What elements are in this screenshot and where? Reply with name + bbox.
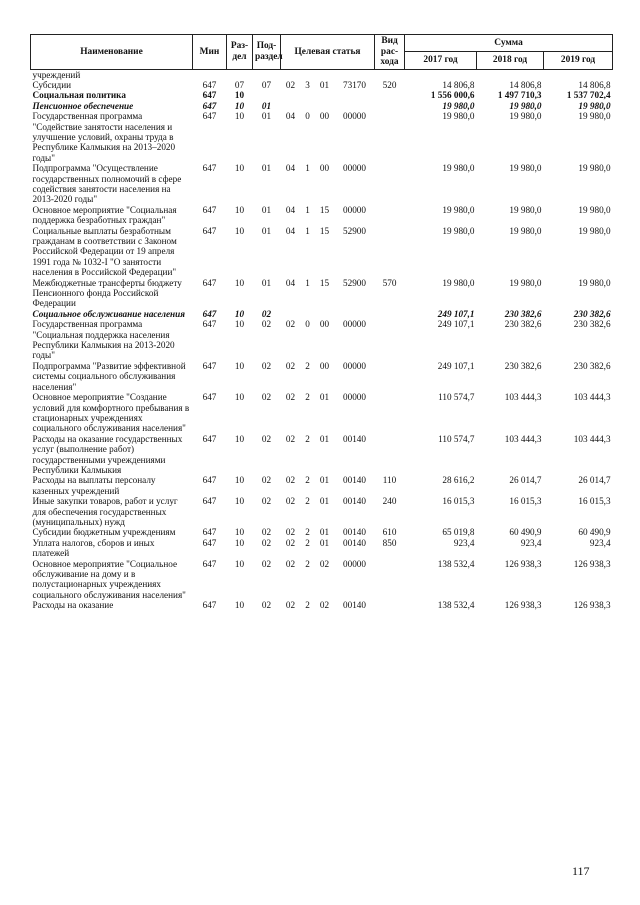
row-target-event (315, 69, 335, 80)
row-min: 647 (202, 79, 217, 90)
row-min: 647 (202, 600, 217, 611)
row-name: Основное мероприятие "Социальная поддержка безработных граждан" (32, 204, 177, 226)
header-target-article: Целевая статья (281, 35, 375, 70)
row-target-subprogram: 2 (305, 475, 310, 486)
row-sum-2017: 28 616,2 (442, 475, 475, 486)
row-target-direction: 00000 (343, 558, 366, 569)
row-razdel: 10 (234, 111, 245, 122)
row-sum-2018: 14 806,8 (509, 79, 542, 90)
table-row (31, 69, 613, 80)
row-min: 647 (202, 277, 217, 288)
row-target-program: 02 (285, 475, 296, 486)
table-row (31, 361, 613, 392)
row-target-subprogram: 0 (305, 111, 310, 122)
row-sum-2017: 19 980,0 (442, 100, 475, 111)
header-year-2018: 2018 год (477, 52, 544, 69)
row-sum-2017: 19 980,0 (442, 204, 475, 215)
row-sum-2018: 103 444,3 (504, 433, 542, 444)
row-target-direction: 00140 (343, 475, 366, 486)
table-row (31, 496, 613, 527)
row-target-program (281, 101, 301, 111)
row-sum-2017: 110 574,7 (438, 392, 475, 403)
row-sum-2018: 19 980,0 (509, 204, 542, 215)
row-expense-type (375, 226, 405, 278)
row-razdel: 10 (234, 308, 245, 319)
row-target-event: 15 (319, 204, 330, 215)
row-target-program: 02 (285, 360, 296, 371)
row-name: Социальное обслуживание населения (32, 308, 185, 319)
row-sum-2017: 138 532,4 (437, 600, 475, 611)
row-target-event: 01 (319, 475, 330, 486)
row-expense-type (375, 600, 405, 610)
row-name: Основное мероприятие "Создание условий для комфортного пребывания в стационарных учреждениях социального обслуживания населения" (32, 392, 190, 434)
row-target-subprogram: 2 (305, 537, 310, 548)
row-name: Социальные выплаты безработным гражданам в соответствии с Законом Российской Федерации от 19 апреля 1991 года № 1032-I "О занятости населения в Российской Федерации" (32, 225, 177, 278)
row-sum-2019: 19 980,0 (578, 225, 611, 236)
table-row (31, 434, 613, 476)
row-sum-2017: 138 532,4 (437, 558, 475, 569)
row-sum-2019 (544, 69, 613, 80)
row-target-direction: 00000 (343, 111, 366, 122)
row-target-event: 00 (319, 319, 330, 330)
row-min: 647 (202, 558, 217, 569)
row-name: Расходы на оказание государственных услуг (выполнение работ) государственными учреждениями Республики Калмыкия (32, 433, 183, 475)
row-name: Пенсионное обеспечение (32, 100, 134, 111)
row-podrazdel: 01 (261, 163, 272, 174)
row-expense-type (375, 309, 405, 319)
row-podrazdel: 01 (261, 111, 272, 122)
row-sum-2017: 923,4 (453, 537, 475, 548)
row-sum-2018: 16 015,3 (509, 496, 542, 507)
row-target-event: 15 (319, 277, 330, 288)
row-sum-2018: 230 382,6 (504, 319, 542, 330)
row-podrazdel: 02 (261, 360, 272, 371)
row-target-event: 00 (319, 163, 330, 174)
row-name: Социальная политика (32, 90, 126, 101)
row-target-subprogram: 2 (305, 558, 310, 569)
row-target-direction (335, 101, 375, 111)
row-target-subprogram: 1 (305, 277, 310, 288)
row-expense-type: 570 (382, 277, 397, 288)
row-target-direction: 00140 (343, 433, 366, 444)
table-row (31, 111, 613, 163)
row-target-program: 04 (285, 163, 296, 174)
row-sum-2017: 19 980,0 (442, 225, 475, 236)
row-sum-2018: 19 980,0 (509, 111, 542, 122)
row-sum-2019: 923,4 (589, 537, 611, 548)
row-podrazdel: 01 (261, 225, 272, 236)
row-target-direction: 00000 (343, 360, 366, 371)
row-sum-2017: 249 107,1 (437, 319, 475, 330)
row-razdel: 07 (234, 79, 245, 90)
row-name: Межбюджетные трансферты бюджету Пенсионного фонда Российской Федерации (32, 277, 182, 309)
row-sum-2019: 103 444,3 (573, 392, 611, 403)
row-sum-2017: 19 980,0 (442, 277, 475, 288)
row-podrazdel: 01 (261, 204, 272, 215)
row-razdel: 10 (234, 360, 245, 371)
row-podrazdel: 02 (261, 433, 272, 444)
table-header (31, 35, 613, 70)
row-name: Субсидии бюджетным учреждениям (32, 527, 176, 538)
row-min: 647 (202, 225, 217, 236)
table-row (31, 538, 613, 559)
row-min: 647 (202, 204, 217, 215)
row-target-program: 02 (285, 319, 296, 330)
row-target-direction: 00000 (343, 163, 366, 174)
row-podrazdel: 01 (261, 277, 272, 288)
table-row (31, 309, 613, 319)
table-row (31, 205, 613, 226)
row-sum-2019: 16 015,3 (578, 496, 611, 507)
row-target-program: 04 (285, 225, 296, 236)
row-expense-type (375, 111, 405, 163)
row-sum-2019: 19 980,0 (578, 163, 611, 174)
row-target-direction: 00140 (343, 600, 366, 611)
row-target-program (281, 69, 301, 80)
row-expense-type (375, 163, 405, 205)
row-sum-2019: 126 938,3 (573, 600, 611, 611)
row-podrazdel: 02 (261, 392, 272, 403)
row-name: Государственная программа "Содействие занятости населения и улучшение условий, охраны труда в Республике Калмыкия на 2013–2020 годы" (32, 111, 176, 163)
row-target-event: 02 (319, 600, 330, 611)
row-razdel: 10 (234, 537, 245, 548)
table-row (31, 559, 613, 601)
row-name: Государственная программа "Социальная поддержка населения Республики Калмыкия на 2013-2020 годы" (32, 319, 175, 361)
row-target-subprogram (301, 90, 315, 100)
row-podrazdel: 02 (261, 308, 272, 319)
row-target-subprogram: 2 (305, 433, 310, 444)
row-expense-type (375, 205, 405, 226)
table-row (31, 226, 613, 278)
row-min: 647 (202, 90, 217, 101)
row-target-subprogram: 2 (305, 496, 310, 507)
row-podrazdel: 02 (261, 319, 272, 330)
row-expense-type (375, 319, 405, 361)
table-row (31, 163, 613, 205)
row-sum-2018: 1 497 710,3 (497, 90, 542, 101)
table-row (31, 90, 613, 100)
row-expense-type: 520 (382, 79, 397, 90)
row-min: 647 (202, 527, 217, 538)
row-razdel: 10 (234, 433, 245, 444)
header-sum: Сумма (405, 35, 613, 52)
row-sum-2018: 26 014,7 (509, 475, 542, 486)
row-razdel: 10 (234, 225, 245, 236)
row-target-direction (335, 69, 375, 80)
row-target-subprogram: 0 (305, 319, 310, 330)
row-target-subprogram (301, 101, 315, 111)
table-body (31, 69, 613, 611)
row-sum-2018: 19 980,0 (509, 277, 542, 288)
row-target-direction: 00140 (343, 496, 366, 507)
row-sum-2019: 1 537 702,4 (566, 90, 611, 101)
row-sum-2019: 230 382,6 (573, 308, 611, 319)
row-sum-2019: 60 490,9 (578, 527, 611, 538)
row-name: Уплата налогов, сборов и иных платежей (32, 537, 155, 559)
row-target-event (315, 309, 335, 319)
row-target-program: 02 (285, 558, 296, 569)
row-expense-type (375, 90, 405, 100)
row-sum-2017: 249 107,1 (437, 360, 475, 371)
row-target-event (315, 90, 335, 100)
row-target-direction (335, 90, 375, 100)
row-target-subprogram: 1 (305, 225, 310, 236)
row-sum-2017: 19 980,0 (442, 111, 475, 122)
row-sum-2019: 19 980,0 (578, 277, 611, 288)
row-target-direction: 00140 (343, 537, 366, 548)
row-sum-2018: 60 490,9 (509, 527, 542, 538)
row-sum-2017: 19 980,0 (442, 163, 475, 174)
row-target-direction: 00000 (343, 204, 366, 215)
row-podrazdel: 02 (261, 496, 272, 507)
page-number: 117 (572, 864, 590, 878)
row-target-subprogram: 1 (305, 163, 310, 174)
row-podrazdel: 02 (261, 475, 272, 486)
row-sum-2017: 16 015,3 (442, 496, 475, 507)
row-sum-2018: 126 938,3 (504, 600, 542, 611)
row-sum-2019: 126 938,3 (573, 558, 611, 569)
table-row (31, 278, 613, 309)
row-target-subprogram: 2 (305, 392, 310, 403)
row-razdel: 10 (234, 392, 245, 403)
row-target-direction: 73170 (343, 79, 366, 90)
row-target-event: 00 (319, 111, 330, 122)
header-podrazdel: Под-раздел (253, 35, 281, 70)
row-target-event: 15 (319, 225, 330, 236)
row-target-direction: 00000 (343, 319, 366, 330)
row-min: 647 (202, 111, 217, 122)
header-razdel: Раз-дел (227, 35, 253, 70)
row-target-event: 01 (319, 537, 330, 548)
row-razdel: 10 (234, 90, 245, 101)
row-sum-2018: 19 980,0 (509, 100, 542, 111)
row-target-event: 01 (319, 496, 330, 507)
row-sum-2018: 230 382,6 (504, 308, 542, 319)
row-sum-2019: 230 382,6 (573, 360, 611, 371)
row-podrazdel (253, 90, 281, 100)
row-sum-2017: 65 019,8 (442, 527, 475, 538)
row-min: 647 (202, 319, 217, 330)
row-expense-type (375, 559, 405, 601)
row-podrazdel: 02 (261, 600, 272, 611)
table-row (31, 319, 613, 361)
row-razdel: 10 (234, 558, 245, 569)
row-target-event: 02 (319, 558, 330, 569)
row-min: 647 (202, 475, 217, 486)
row-min (193, 69, 227, 80)
row-sum-2017: 249 107,1 (437, 308, 475, 319)
row-target-program (281, 90, 301, 100)
row-podrazdel: 02 (261, 537, 272, 548)
row-razdel: 10 (234, 527, 245, 538)
row-target-subprogram: 3 (305, 79, 310, 90)
row-target-subprogram (301, 69, 315, 80)
row-target-direction: 00140 (343, 527, 366, 538)
row-sum-2017 (405, 69, 477, 80)
row-sum-2019: 26 014,7 (578, 475, 611, 486)
row-min: 647 (202, 360, 217, 371)
row-name: Расходы на выплаты персоналу казенных учреждений (32, 475, 156, 496)
row-name: учреждений (32, 69, 81, 80)
row-target-program: 02 (285, 527, 296, 538)
row-target-direction (335, 309, 375, 319)
row-razdel (227, 69, 253, 80)
row-sum-2017: 14 806,8 (442, 79, 475, 90)
table-row (31, 475, 613, 496)
row-target-direction: 52900 (343, 225, 366, 236)
row-name: Основное мероприятие "Социальное обслуживание на дому и в полустационарных учреждениях социального обслуживания населения" (32, 558, 186, 600)
row-expense-type: 240 (382, 496, 397, 507)
row-sum-2019: 103 444,3 (573, 433, 611, 444)
row-sum-2018: 230 382,6 (504, 360, 542, 371)
row-razdel: 10 (234, 475, 245, 486)
row-podrazdel: 02 (261, 558, 272, 569)
row-min: 647 (202, 433, 217, 444)
row-expense-type (375, 434, 405, 476)
row-target-event: 00 (319, 360, 330, 371)
row-razdel: 10 (234, 319, 245, 330)
row-target-direction: 00000 (343, 392, 366, 403)
row-expense-type: 850 (382, 537, 397, 548)
row-target-event: 01 (319, 392, 330, 403)
row-expense-type: 110 (382, 475, 397, 486)
row-name: Расходы на оказание (32, 600, 114, 611)
header-name: Наименование (31, 35, 193, 70)
row-target-program: 02 (285, 600, 296, 611)
budget-table (30, 34, 613, 611)
row-sum-2018: 126 938,3 (504, 558, 542, 569)
row-target-subprogram: 1 (305, 204, 310, 215)
row-sum-2018 (477, 69, 544, 80)
row-expense-type: 610 (382, 527, 397, 538)
row-target-event: 01 (319, 527, 330, 538)
row-target-program: 02 (285, 392, 296, 403)
header-year-2019: 2019 год (544, 52, 613, 69)
header-expense-type: Вид рас-хода (375, 35, 405, 70)
table-row (31, 101, 613, 111)
row-sum-2017: 1 556 000,6 (430, 90, 475, 101)
row-sum-2019: 19 980,0 (578, 204, 611, 215)
row-name: Подпрограмма "Осуществление государственных полномочий в сфере содействия занятости населения на 2013-2020 годы" (32, 163, 182, 205)
row-name: Субсидии (32, 79, 72, 90)
header-min: Мин (193, 35, 227, 70)
row-razdel: 10 (234, 496, 245, 507)
row-sum-2019: 19 980,0 (578, 111, 611, 122)
row-sum-2018: 923,4 (520, 537, 542, 548)
row-podrazdel: 01 (261, 100, 272, 111)
row-target-event (315, 101, 335, 111)
row-min: 647 (202, 163, 217, 174)
row-expense-type (375, 392, 405, 434)
row-razdel: 10 (234, 100, 245, 111)
header-year-2017: 2017 год (405, 52, 477, 69)
table-row (31, 600, 613, 610)
row-target-event: 01 (319, 79, 330, 90)
row-target-program: 02 (285, 496, 296, 507)
row-sum-2018: 19 980,0 (509, 225, 542, 236)
row-min: 647 (202, 496, 217, 507)
row-target-subprogram: 2 (305, 527, 310, 538)
row-razdel: 10 (234, 277, 245, 288)
row-target-subprogram: 2 (305, 600, 310, 611)
table-row (31, 527, 613, 537)
row-target-program: 02 (285, 79, 296, 90)
table-row (31, 80, 613, 90)
row-sum-2017: 110 574,7 (438, 433, 475, 444)
row-sum-2019: 14 806,8 (578, 79, 611, 90)
row-target-program (281, 309, 301, 319)
row-min: 647 (202, 308, 217, 319)
row-podrazdel (253, 69, 281, 80)
row-name: Иные закупки товаров, работ и услуг для обеспечения государственных (муниципальных) нужд (32, 496, 178, 527)
row-expense-type (375, 361, 405, 392)
row-target-subprogram: 2 (305, 360, 310, 371)
budget-document-page (30, 34, 612, 611)
row-min: 647 (202, 537, 217, 548)
row-min: 647 (202, 392, 217, 403)
row-podrazdel: 07 (261, 79, 272, 90)
row-target-program: 04 (285, 204, 296, 215)
row-expense-type (375, 101, 405, 111)
row-target-subprogram (301, 309, 315, 319)
row-razdel: 10 (234, 163, 245, 174)
row-target-program: 02 (285, 537, 296, 548)
row-target-direction: 52900 (343, 277, 366, 288)
row-razdel: 10 (234, 204, 245, 215)
row-sum-2018: 19 980,0 (509, 163, 542, 174)
row-target-program: 04 (285, 111, 296, 122)
row-target-event: 01 (319, 433, 330, 444)
row-expense-type (375, 69, 405, 80)
row-sum-2019: 230 382,6 (573, 319, 611, 330)
row-min: 647 (202, 100, 217, 111)
row-target-program: 04 (285, 277, 296, 288)
row-target-program: 02 (285, 433, 296, 444)
row-sum-2019: 19 980,0 (578, 100, 611, 111)
row-podrazdel: 02 (261, 527, 272, 538)
row-razdel: 10 (234, 600, 245, 611)
table-row (31, 392, 613, 434)
row-sum-2018: 103 444,3 (504, 392, 542, 403)
row-name: Подпрограмма "Развитие эффективной системы социального обслуживания населения" (32, 360, 186, 392)
